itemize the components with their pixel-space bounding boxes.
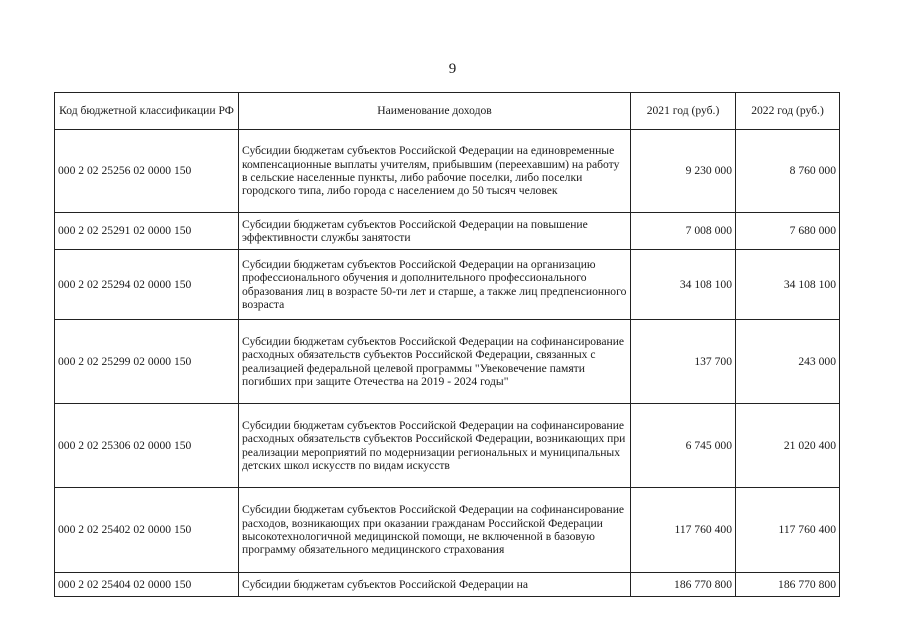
revenue-name: Субсидии бюджетам субъектов Российской Федерации на повышение эффективности службы занятости: [239, 213, 631, 250]
amount-2022: 243 000: [736, 320, 840, 404]
table-row: [55, 573, 840, 597]
revenue-name: Субсидии бюджетам субъектов Российской Федерации на организацию профессионального обучения и дополнительного профессионального образования лиц в возрасте 50-ти лет и старше, а также лиц предпенсионного возраста: [239, 250, 631, 320]
amount-2022: 34 108 100: [736, 250, 840, 320]
amount-2021: 186 770 800: [631, 573, 736, 597]
amount-2021: 117 760 400: [631, 488, 736, 573]
table-row: [55, 320, 840, 404]
table-row: [55, 404, 840, 488]
table-row: [55, 250, 840, 320]
revenue-table: [54, 92, 840, 597]
revenue-name: Субсидии бюджетам субъектов Российской Федерации на софинансирование расходных обязательств субъектов Российской Федерации, связанных с реализацией федеральной целевой программы "Увековечение памяти погибших при защите Отечества на 2019 - 2024 годы": [239, 320, 631, 404]
amount-2021: 7 008 000: [631, 213, 736, 250]
revenue-name: Субсидии бюджетам субъектов Российской Федерации на: [239, 573, 631, 597]
table-row: [55, 213, 840, 250]
amount-2022: 7 680 000: [736, 213, 840, 250]
amount-2021: 34 108 100: [631, 250, 736, 320]
header-code: Код бюджетной классификации РФ: [55, 93, 239, 130]
revenue-name: Субсидии бюджетам субъектов Российской Федерации на единовременные компенсационные выплаты учителям, прибывшим (переехавшим) на работу в сельские населенные пункты, либо рабочие поселки, либо поселки городского типа, либо города с населением до 50 тысяч человек: [239, 130, 631, 213]
amount-2022: 186 770 800: [736, 573, 840, 597]
header-2021: 2021 год (руб.): [631, 93, 736, 130]
header-2022: 2022 год (руб.): [736, 93, 840, 130]
table-row: [55, 488, 840, 573]
table-header-row: [55, 93, 840, 130]
amount-2021: 137 700: [631, 320, 736, 404]
budget-code: 000 2 02 25402 02 0000 150: [55, 488, 239, 573]
budget-code: 000 2 02 25256 02 0000 150: [55, 130, 239, 213]
budget-code: 000 2 02 25294 02 0000 150: [55, 250, 239, 320]
revenue-name: Субсидии бюджетам субъектов Российской Федерации на софинансирование расходов, возникающих при оказании гражданам Российской Федерации высокотехнологичной медицинской помощи, не включенной в базовую программу обязательного медицинского страхования: [239, 488, 631, 573]
amount-2021: 9 230 000: [631, 130, 736, 213]
amount-2022: 8 760 000: [736, 130, 840, 213]
budget-code: 000 2 02 25291 02 0000 150: [55, 213, 239, 250]
amount-2021: 6 745 000: [631, 404, 736, 488]
table-row: [55, 130, 840, 213]
amount-2022: 117 760 400: [736, 488, 840, 573]
header-name: Наименование доходов: [239, 93, 631, 130]
page-number: 9: [448, 61, 457, 77]
amount-2022: 21 020 400: [736, 404, 840, 488]
budget-code: 000 2 02 25404 02 0000 150: [55, 573, 239, 597]
budget-code: 000 2 02 25299 02 0000 150: [55, 320, 239, 404]
revenue-name: Субсидии бюджетам субъектов Российской Федерации на софинансирование расходных обязательств субъектов Российской Федерации, возникающих при реализации мероприятий по модернизации региональных и муниципальных детских школ искусств по видам искусств: [239, 404, 631, 488]
budget-code: 000 2 02 25306 02 0000 150: [55, 404, 239, 488]
